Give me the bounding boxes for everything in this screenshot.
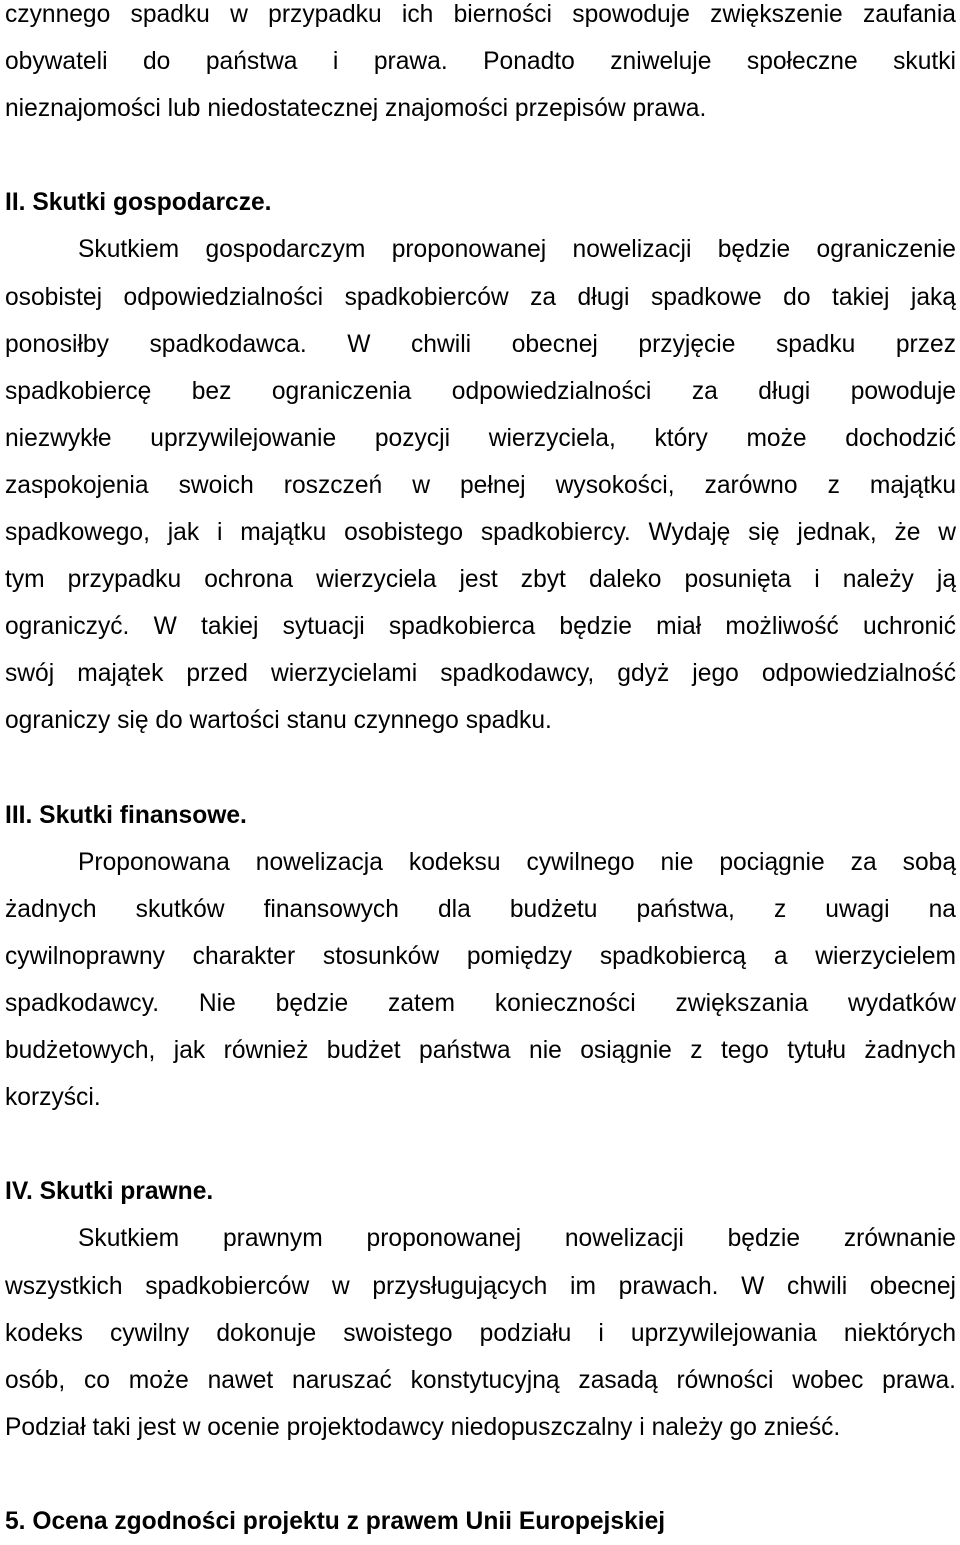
paragraph-line: niezwykłe uprzywilejowanie pozycji wierzyciela, który może dochodzić — [5, 424, 956, 452]
paragraph-gap — [5, 745, 956, 792]
section-heading-financial: III. Skutki finansowe. — [5, 801, 247, 829]
section-economic-paragraph — [5, 226, 956, 744]
document-page — [5, 0, 956, 1545]
paragraph-line: Proponowana nowelizacja kodeksu cywilnego nie pociągnie za sobą — [78, 848, 956, 876]
section-heading-legal: IV. Skutki prawne. — [5, 1178, 214, 1206]
paragraph-line: ograniczyć. W takiej sytuacji spadkobierca będzie miał możliwość uchronić — [5, 613, 956, 641]
section-financial-paragraph — [5, 839, 956, 1122]
paragraph-gap — [5, 1451, 956, 1498]
section-heading-economic: II. Skutki gospodarcze. — [5, 189, 272, 217]
paragraph-line: spadkowego, jak i majątku osobistego spadkobiercy. Wydaję się jednak, że w — [5, 519, 956, 547]
paragraph-line: cywilnoprawny charakter stosunków pomiędzy spadkobiercą a wierzycielem — [5, 942, 956, 970]
paragraph-line: korzyści. — [5, 1084, 101, 1112]
paragraph-line: Podział taki jest w ocenie projektodawcy niedopuszczalny i należy go znieść. — [5, 1413, 841, 1441]
paragraph-line: tym przypadku ochrona wierzyciela jest zbyt daleko posunięta i należy ją — [5, 566, 956, 594]
paragraph-line: nieznajomości lub niedostatecznej znajomości przepisów prawa. — [5, 95, 707, 123]
paragraph-line: budżetowych, jak również budżet państwa nie osiągnie z tego tytułu żadnych — [5, 1037, 956, 1065]
paragraph-line: Skutkiem gospodarczym proponowanej nowelizacji będzie ograniczenie — [78, 236, 956, 264]
paragraph-line: kodeks cywilny dokonuje swoistego podziału i uprzywilejowania niektórych — [5, 1319, 956, 1347]
paragraph-gap — [5, 1121, 956, 1168]
paragraph-gap — [5, 132, 956, 179]
paragraph-line: spadkobiercę bez ograniczenia odpowiedzialności za długi powoduje — [5, 377, 956, 405]
section-legal-paragraph — [5, 1215, 956, 1450]
section-heading-eu-law: 5. Ocena zgodności projektu z prawem Unii Europejskiej — [5, 1508, 666, 1535]
paragraph-line: ograniczy się do wartości stanu czynnego spadku. — [5, 707, 552, 735]
paragraph-line: Skutkiem prawnym proponowanej nowelizacji będzie zrównanie — [78, 1225, 956, 1253]
paragraph-line: osobistej odpowiedzialności spadkobierców za długi spadkowe do takiej jaką — [5, 283, 956, 311]
paragraph-line: swój majątek przed wierzycielami spadkodawcy, gdyż jego odpowiedzialność — [5, 660, 956, 688]
paragraph-line: ponosiłby spadkodawca. W chwili obecnej przyjęcie spadku przez — [5, 330, 956, 358]
paragraph-line: wszystkich spadkobierców w przysługujących im prawach. W chwili obecnej — [5, 1272, 956, 1300]
paragraph-line: żadnych skutków finansowych dla budżetu państwa, z uwagi na — [5, 895, 956, 923]
paragraph-line: spadkodawcy. Nie będzie zatem konieczności zwiększania wydatków — [5, 989, 956, 1017]
intro-paragraph — [5, 0, 956, 132]
paragraph-line: obywateli do państwa i prawa. Ponadto zniweluje społeczne skutki — [5, 48, 956, 76]
paragraph-line: czynnego spadku w przypadku ich bierności spowoduje zwiększenie zaufania — [5, 1, 956, 28]
paragraph-line: osób, co może nawet naruszać konstytucyjną zasadą równości wobec prawa. — [5, 1366, 956, 1394]
paragraph-line: zaspokojenia swoich roszczeń w pełnej wysokości, zarówno z majątku — [5, 471, 956, 499]
